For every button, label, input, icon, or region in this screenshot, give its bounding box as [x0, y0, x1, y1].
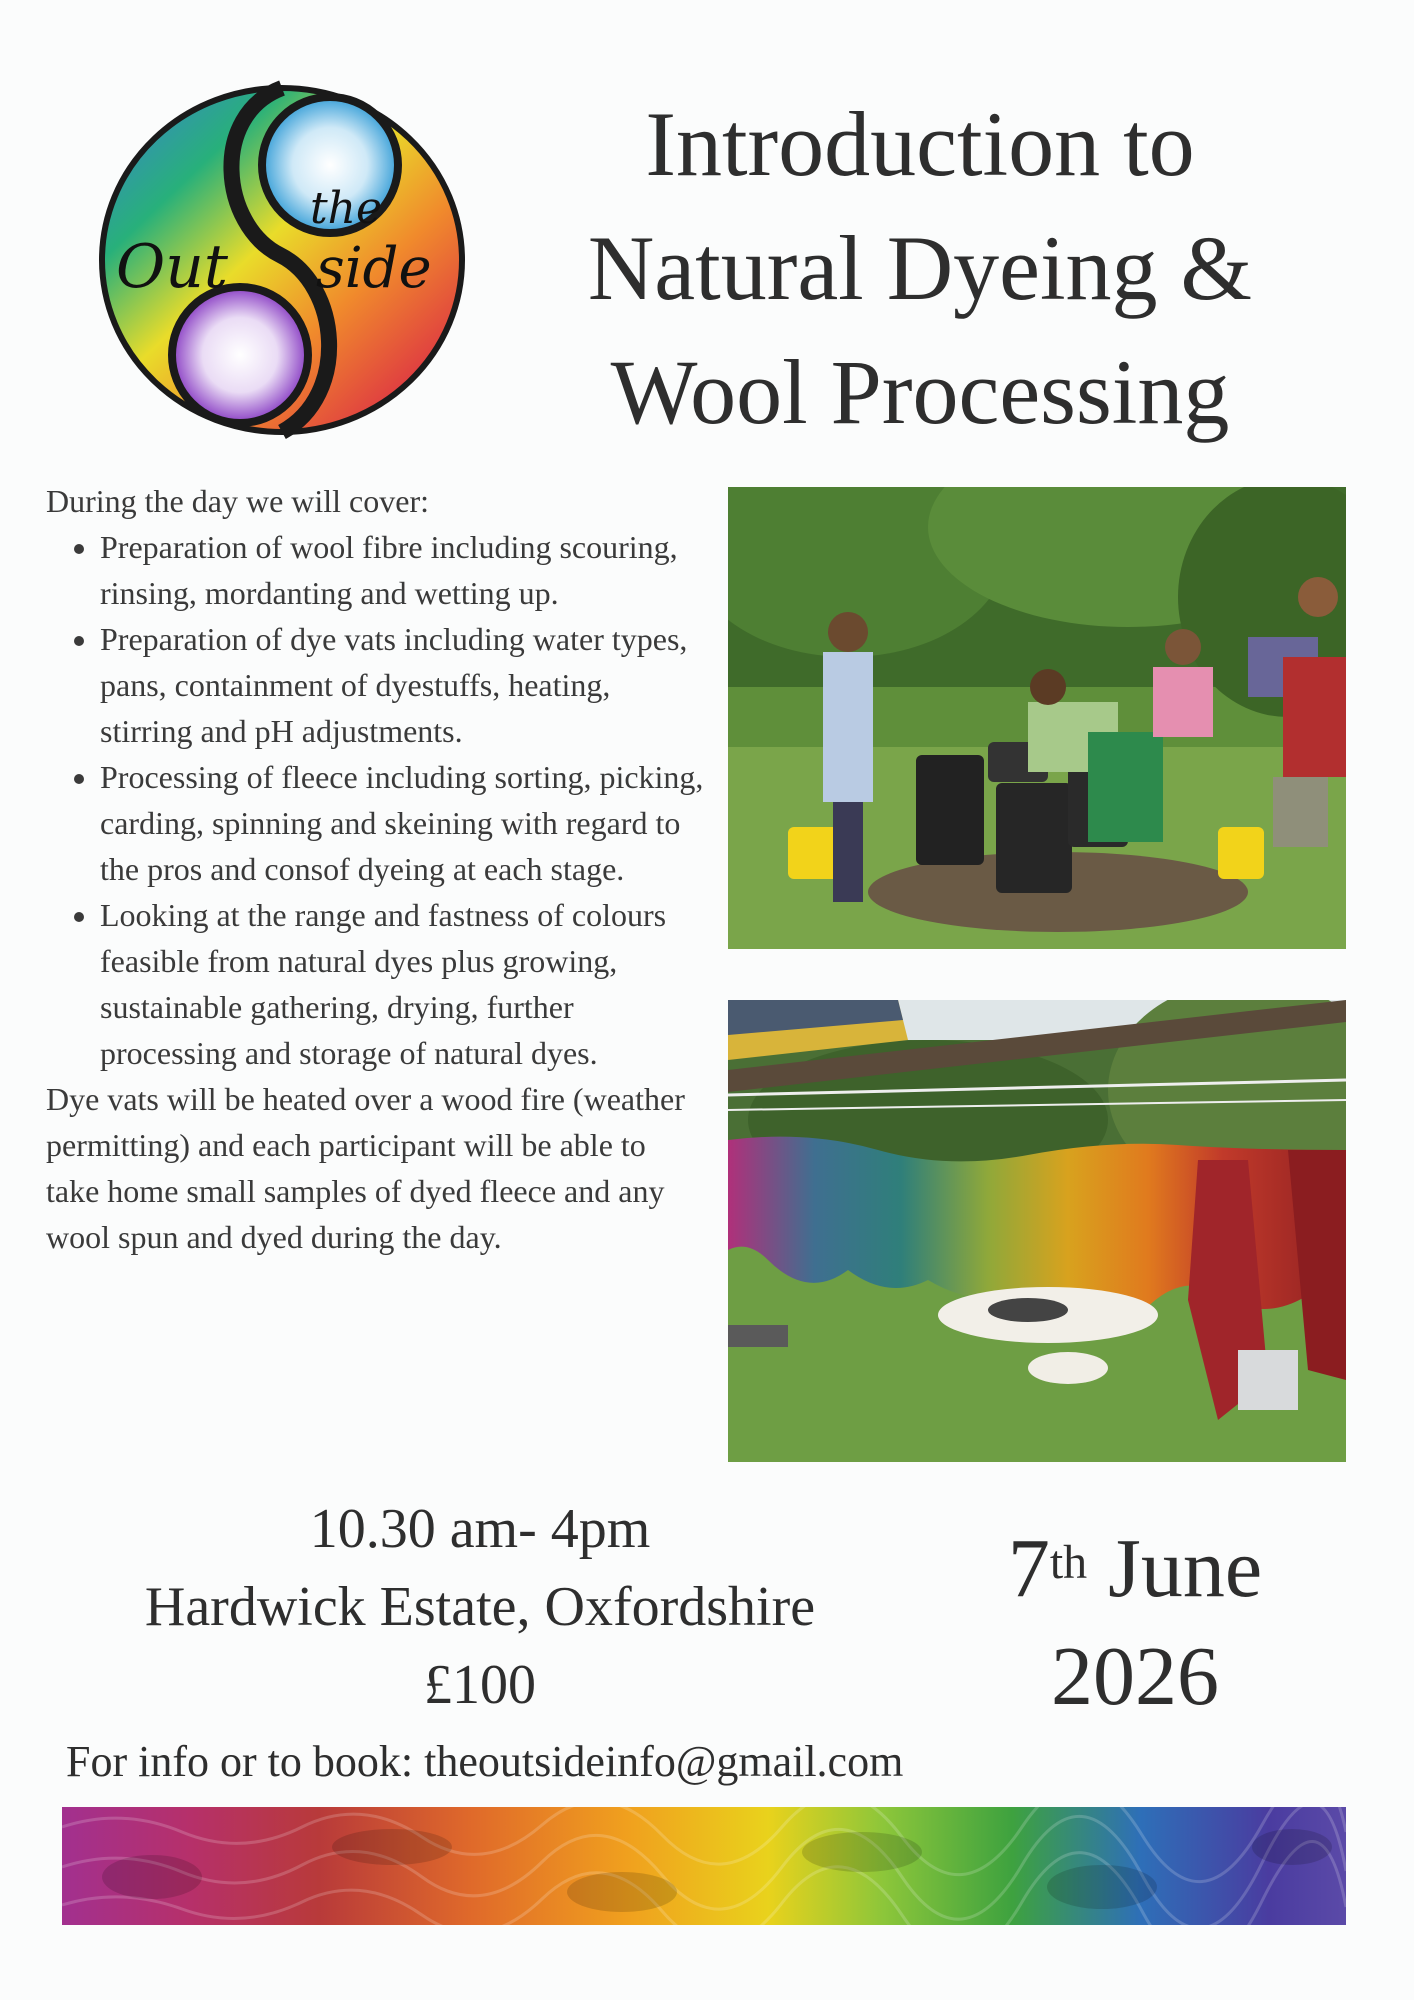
date-day: 7 — [1007, 1522, 1050, 1615]
logo-word-side: side — [316, 236, 432, 301]
intro-text: During the day we will cover: — [46, 483, 429, 519]
outside-logo — [80, 55, 485, 460]
title-line-3: Wool Processing — [610, 341, 1230, 443]
page-title — [540, 82, 1300, 454]
logo-word-the: the — [310, 183, 383, 234]
dyed-fleece-line-photo — [728, 1000, 1346, 1462]
title-line-1: Introduction to — [645, 93, 1195, 195]
date-year: 2026 — [1051, 1630, 1219, 1723]
topic-list — [46, 524, 706, 1076]
rainbow-wool-banner — [62, 1807, 1346, 1925]
logo-word-out: Out — [116, 232, 228, 302]
course-description — [46, 478, 706, 1260]
title-line-2: Natural Dyeing & — [587, 217, 1253, 319]
event-details — [80, 1490, 880, 1724]
contact-line: For info or to book: theoutsideinfo@gmail.com — [66, 1737, 904, 1786]
dye-pots-photo — [728, 487, 1346, 949]
topic-item: • Preparation of dye vats including water types, pans, containment of dyestuffs, heating, stirring and pH adjustments. — [100, 616, 706, 754]
closing-text: Dye vats will be heated over a wood fire (weather permitting) and each participant will be able to take home small samples of dyed fleece and any wool spun and dyed during the day. — [46, 1081, 685, 1255]
event-date — [960, 1515, 1310, 1731]
topic-item: • Processing of fleece including sorting, picking, carding, spinning and skeining with regard to the pros and consof dyeing at each stage. — [100, 754, 706, 892]
date-day-month — [960, 1515, 1310, 1623]
event-price: £100 — [424, 1654, 536, 1716]
date-suffix: th — [1049, 1536, 1088, 1589]
event-time: 10.30 am- 4pm — [309, 1498, 651, 1560]
event-venue: Hardwick Estate, Oxfordshire — [144, 1576, 816, 1638]
topic-item: • Looking at the range and fastness of colours feasible from natural dyes plus growing, sustainable gathering, drying, further processing and storage of natural dyes. — [100, 892, 706, 1076]
topic-item: • Preparation of wool fibre including scouring, rinsing, mordanting and wetting up. — [100, 524, 706, 616]
date-month: June — [1108, 1522, 1263, 1615]
